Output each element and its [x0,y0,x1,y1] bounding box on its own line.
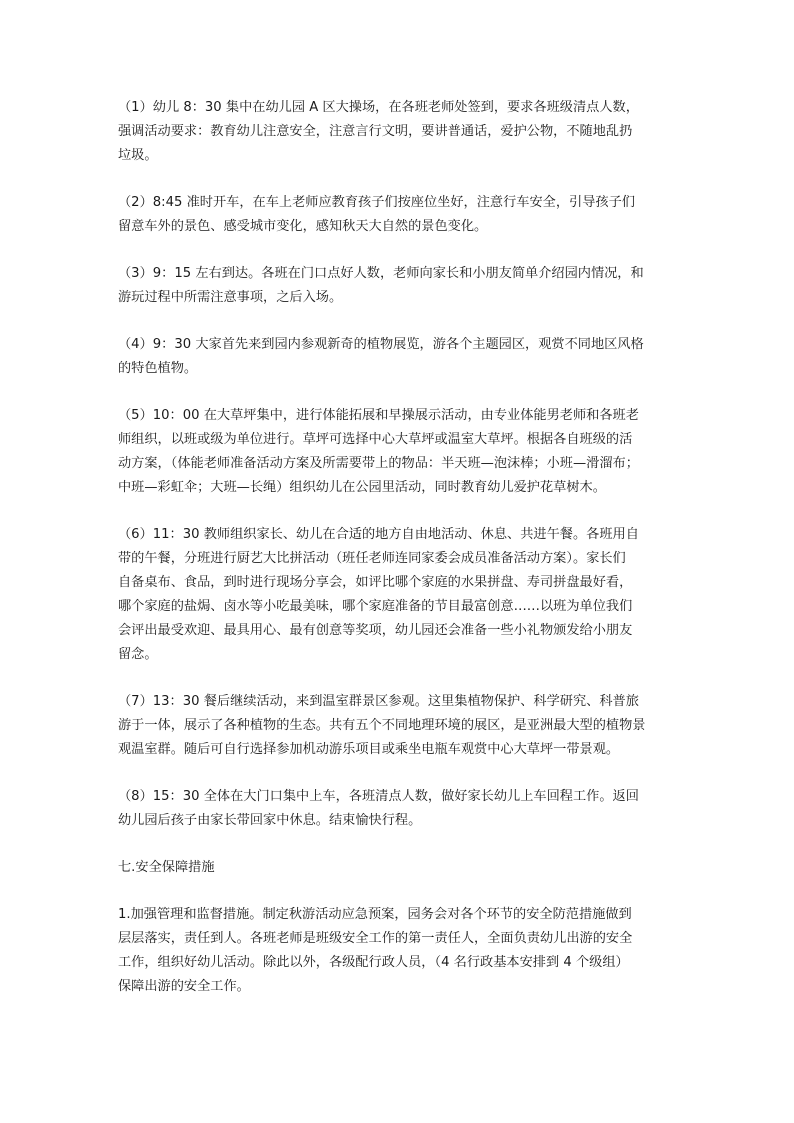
text-line: （6）11：30 教师组织家长、幼儿在合适的地方自由地活动、休息、共进午餐。各班用自 [118,527,639,542]
text-line: 中班—彩虹伞；大班—长绳）组织幼儿在公园里活动，同时教育幼儿爱护花草树木。 [118,480,606,495]
text-line: （3）9：15 左右到达。各班在门口点好人数，老师向家长和小朋友简单介绍园内情况，和 [118,266,644,281]
text-line: 留念。 [118,647,158,662]
text-line: 带的午餐，分班进行厨艺大比拼活动（班任老师连同家委会成员准备活动方案）。家长们 [118,551,626,566]
schedule-item-2 [118,191,678,239]
text-line: （7）13：30 餐后继续活动，来到温室群景区参观。这里集植物保护、科学研究、科普旅 [118,694,639,709]
schedule-item-6 [118,523,678,667]
text-line: 垃圾。 [118,148,158,163]
text-line: 的特色植物。 [118,361,198,376]
text-line: （8）15：30 全体在大门口集中上车，各班清点人数，做好家长幼儿上车回程工作。返回 [118,789,639,804]
schedule-item-3 [118,262,678,310]
text-line: 幼儿园后孩子由家长带回家中休息。结束愉快行程。 [118,813,422,828]
text-line: （5）10：00 在大草坪集中，进行体能拓展和早操展示活动，由专业体能男老师和各班老 [118,408,639,423]
text-line: 强调活动要求：教育幼儿注意安全，注意言行文明，要讲普通话，爱护公物，不随地乱扔 [118,124,633,139]
text-line: 动方案，（体能老师准备活动方案及所需要带上的物品：半天班—泡沫棒；小班—滑溜布； [118,456,639,471]
text-line: 游于一体，展示了各种植物的生态。共有五个不同地理环境的展区，是亚洲最大型的植物景 [118,718,646,733]
text-line: 游玩过程中所需注意事项，之后入场。 [118,290,343,305]
text-line: 留意车外的景色、感受城市变化，感知秋天大自然的景色变化。 [118,219,488,234]
schedule-item-4 [118,333,678,381]
schedule-item-7 [118,690,678,762]
text-line: 哪个家庭的盐焗、卤水等小吃最美味，哪个家庭准备的节目最富创意……以班为单位我们 [118,599,633,614]
schedule-item-8 [118,785,678,833]
text-line: 会评出最受欢迎、最具用心、最有创意等奖项，幼儿园还会准备一些小礼物颁发给小朋友 [118,623,633,638]
text-line: 保障出游的安全工作。 [118,979,250,994]
text-line: 师组织，以班或级为单位进行。草坪可选择中心大草坪或温室大草坪。根据各自班级的活 [118,432,633,447]
text-line: 观温室群。随后可自行选择参加机动游乐项目或乘坐电瓶车观赏中心大草坪一带景观。 [118,742,620,757]
text-line: 工作，组织好幼儿活动。除此以外，各级配行政人员，（4 名行政基本安排到 4 个级组） [118,955,629,970]
schedule-item-1 [118,96,678,168]
text-line: 层层落实，责任到人。各班老师是班级安全工作的第一责任人，全面负责幼儿出游的安全 [118,931,633,946]
text-line: （1）幼儿 8：30 集中在幼儿园 A 区大操场，在各班老师处签到，要求各班级清点人数， [118,100,639,115]
schedule-item-5 [118,404,678,500]
text-line: （4）9：30 大家首先来到园内参观新奇的植物展览，游各个主题园区，观赏不同地区风格 [118,337,644,352]
text-line: （2）8:45 准时开车，在车上老师应教育孩子们按座位坐好，注意行车安全，引导孩子们 [118,195,635,210]
text-line: 自备桌布、食品，到时进行现场分享会，如评比哪个家庭的水果拼盘、寿司拼盘最好看， [118,575,633,590]
document-page [118,96,678,1022]
safety-measure-1 [118,903,678,999]
section-heading: 七.安全保障措施 [118,860,215,875]
text-line: 1.加强管理和监督措施。制定秋游活动应急预案，园务会对各个环节的安全防范措施做到 [118,907,632,922]
